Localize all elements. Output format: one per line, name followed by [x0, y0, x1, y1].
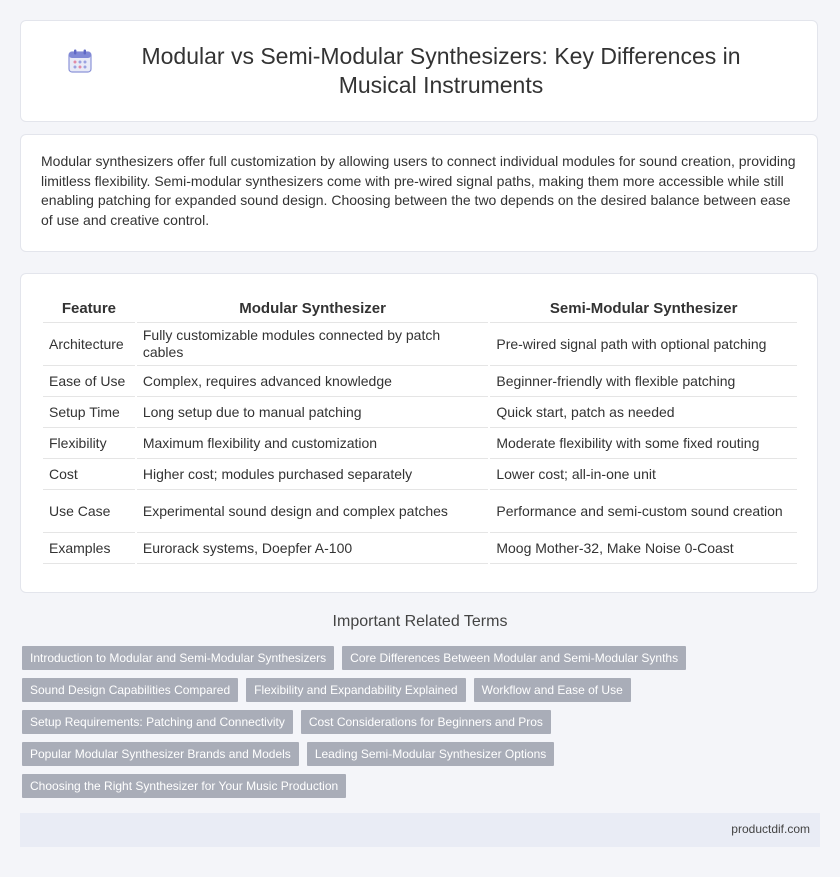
- table-row: [43, 428, 797, 459]
- table-header-modular: Modular Synthesizer: [137, 294, 489, 323]
- table-cell: Lower cost; all-in-one unit: [490, 459, 797, 490]
- related-term-link[interactable]: Popular Modular Synthesizer Brands and Models: [22, 742, 299, 766]
- table-cell: Fully customizable modules connected by patch cables: [137, 323, 489, 366]
- related-term-link[interactable]: Workflow and Ease of Use: [474, 678, 631, 702]
- comparison-card: [20, 273, 818, 593]
- related-term-link[interactable]: Flexibility and Expandability Explained: [246, 678, 465, 702]
- table-row: [43, 397, 797, 428]
- related-term-link[interactable]: Setup Requirements: Patching and Connectivity: [22, 710, 293, 734]
- table-cell: Beginner-friendly with flexible patching: [490, 366, 797, 397]
- table-header-feature: Feature: [43, 294, 135, 323]
- table-cell: Ease of Use: [43, 366, 135, 397]
- table-cell: Cost: [43, 459, 135, 490]
- table-cell: Long setup due to manual patching: [137, 397, 489, 428]
- related-terms-heading: Important Related Terms: [332, 613, 508, 630]
- table-cell: Pre-wired signal path with optional patching: [490, 323, 797, 366]
- table-cell: Moderate flexibility with some fixed routing: [490, 428, 797, 459]
- table-cell: Higher cost; modules purchased separately: [137, 459, 489, 490]
- related-term-link[interactable]: Cost Considerations for Beginners and Pros: [301, 710, 551, 734]
- table-cell: Maximum flexibility and customization: [137, 428, 489, 459]
- footer: [20, 813, 820, 847]
- related-term-link[interactable]: Core Differences Between Modular and Semi-Modular Synths: [342, 646, 686, 670]
- table-row: [43, 366, 797, 397]
- table-cell: Flexibility: [43, 428, 135, 459]
- table-cell: Moog Mother-32, Make Noise 0-Coast: [490, 533, 797, 564]
- intro-card: [20, 134, 818, 252]
- footer-site-link[interactable]: productdif.com: [731, 822, 810, 836]
- table-row: [43, 490, 797, 533]
- related-term-link[interactable]: Choosing the Right Synthesizer for Your Music Production: [22, 774, 346, 798]
- table-cell: Examples: [43, 533, 135, 564]
- table-row: [43, 533, 797, 564]
- related-term-link[interactable]: Sound Design Capabilities Compared: [22, 678, 238, 702]
- table-row: [43, 323, 797, 366]
- table-cell: Setup Time: [43, 397, 135, 428]
- intro-paragraph: Modular synthesizers offer full customization by allowing users to connect individual modules for sound creation, providing limitless flexibility. Semi-modular synthesizers come with pre-wired signal paths, making them more accessible while still enabling patching for expanded sound design. Choosing between the two depends on the desired balance between ease of use and creative control.: [41, 153, 796, 228]
- table-cell: Architecture: [43, 323, 135, 366]
- table-cell: Complex, requires advanced knowledge: [137, 366, 489, 397]
- title-card: [20, 20, 818, 122]
- comparison-table: [41, 294, 799, 564]
- table-cell: Use Case: [43, 490, 135, 533]
- table-cell: Experimental sound design and complex patches: [137, 490, 489, 533]
- table-row: [43, 459, 797, 490]
- related-terms-list: [22, 646, 822, 806]
- related-term-link[interactable]: Introduction to Modular and Semi-Modular Synthesizers: [22, 646, 334, 670]
- table-cell: Quick start, patch as needed: [490, 397, 797, 428]
- related-term-link[interactable]: Leading Semi-Modular Synthesizer Options: [307, 742, 554, 766]
- table-cell: Performance and semi-custom sound creation: [490, 490, 797, 533]
- page-title: Modular vs Semi-Modular Synthesizers: Key Differences in Musical Instruments: [141, 43, 741, 98]
- table-header-semi-modular: Semi-Modular Synthesizer: [490, 294, 797, 323]
- table-cell: Eurorack systems, Doepfer A-100: [137, 533, 489, 564]
- calendar-icon: [67, 48, 93, 74]
